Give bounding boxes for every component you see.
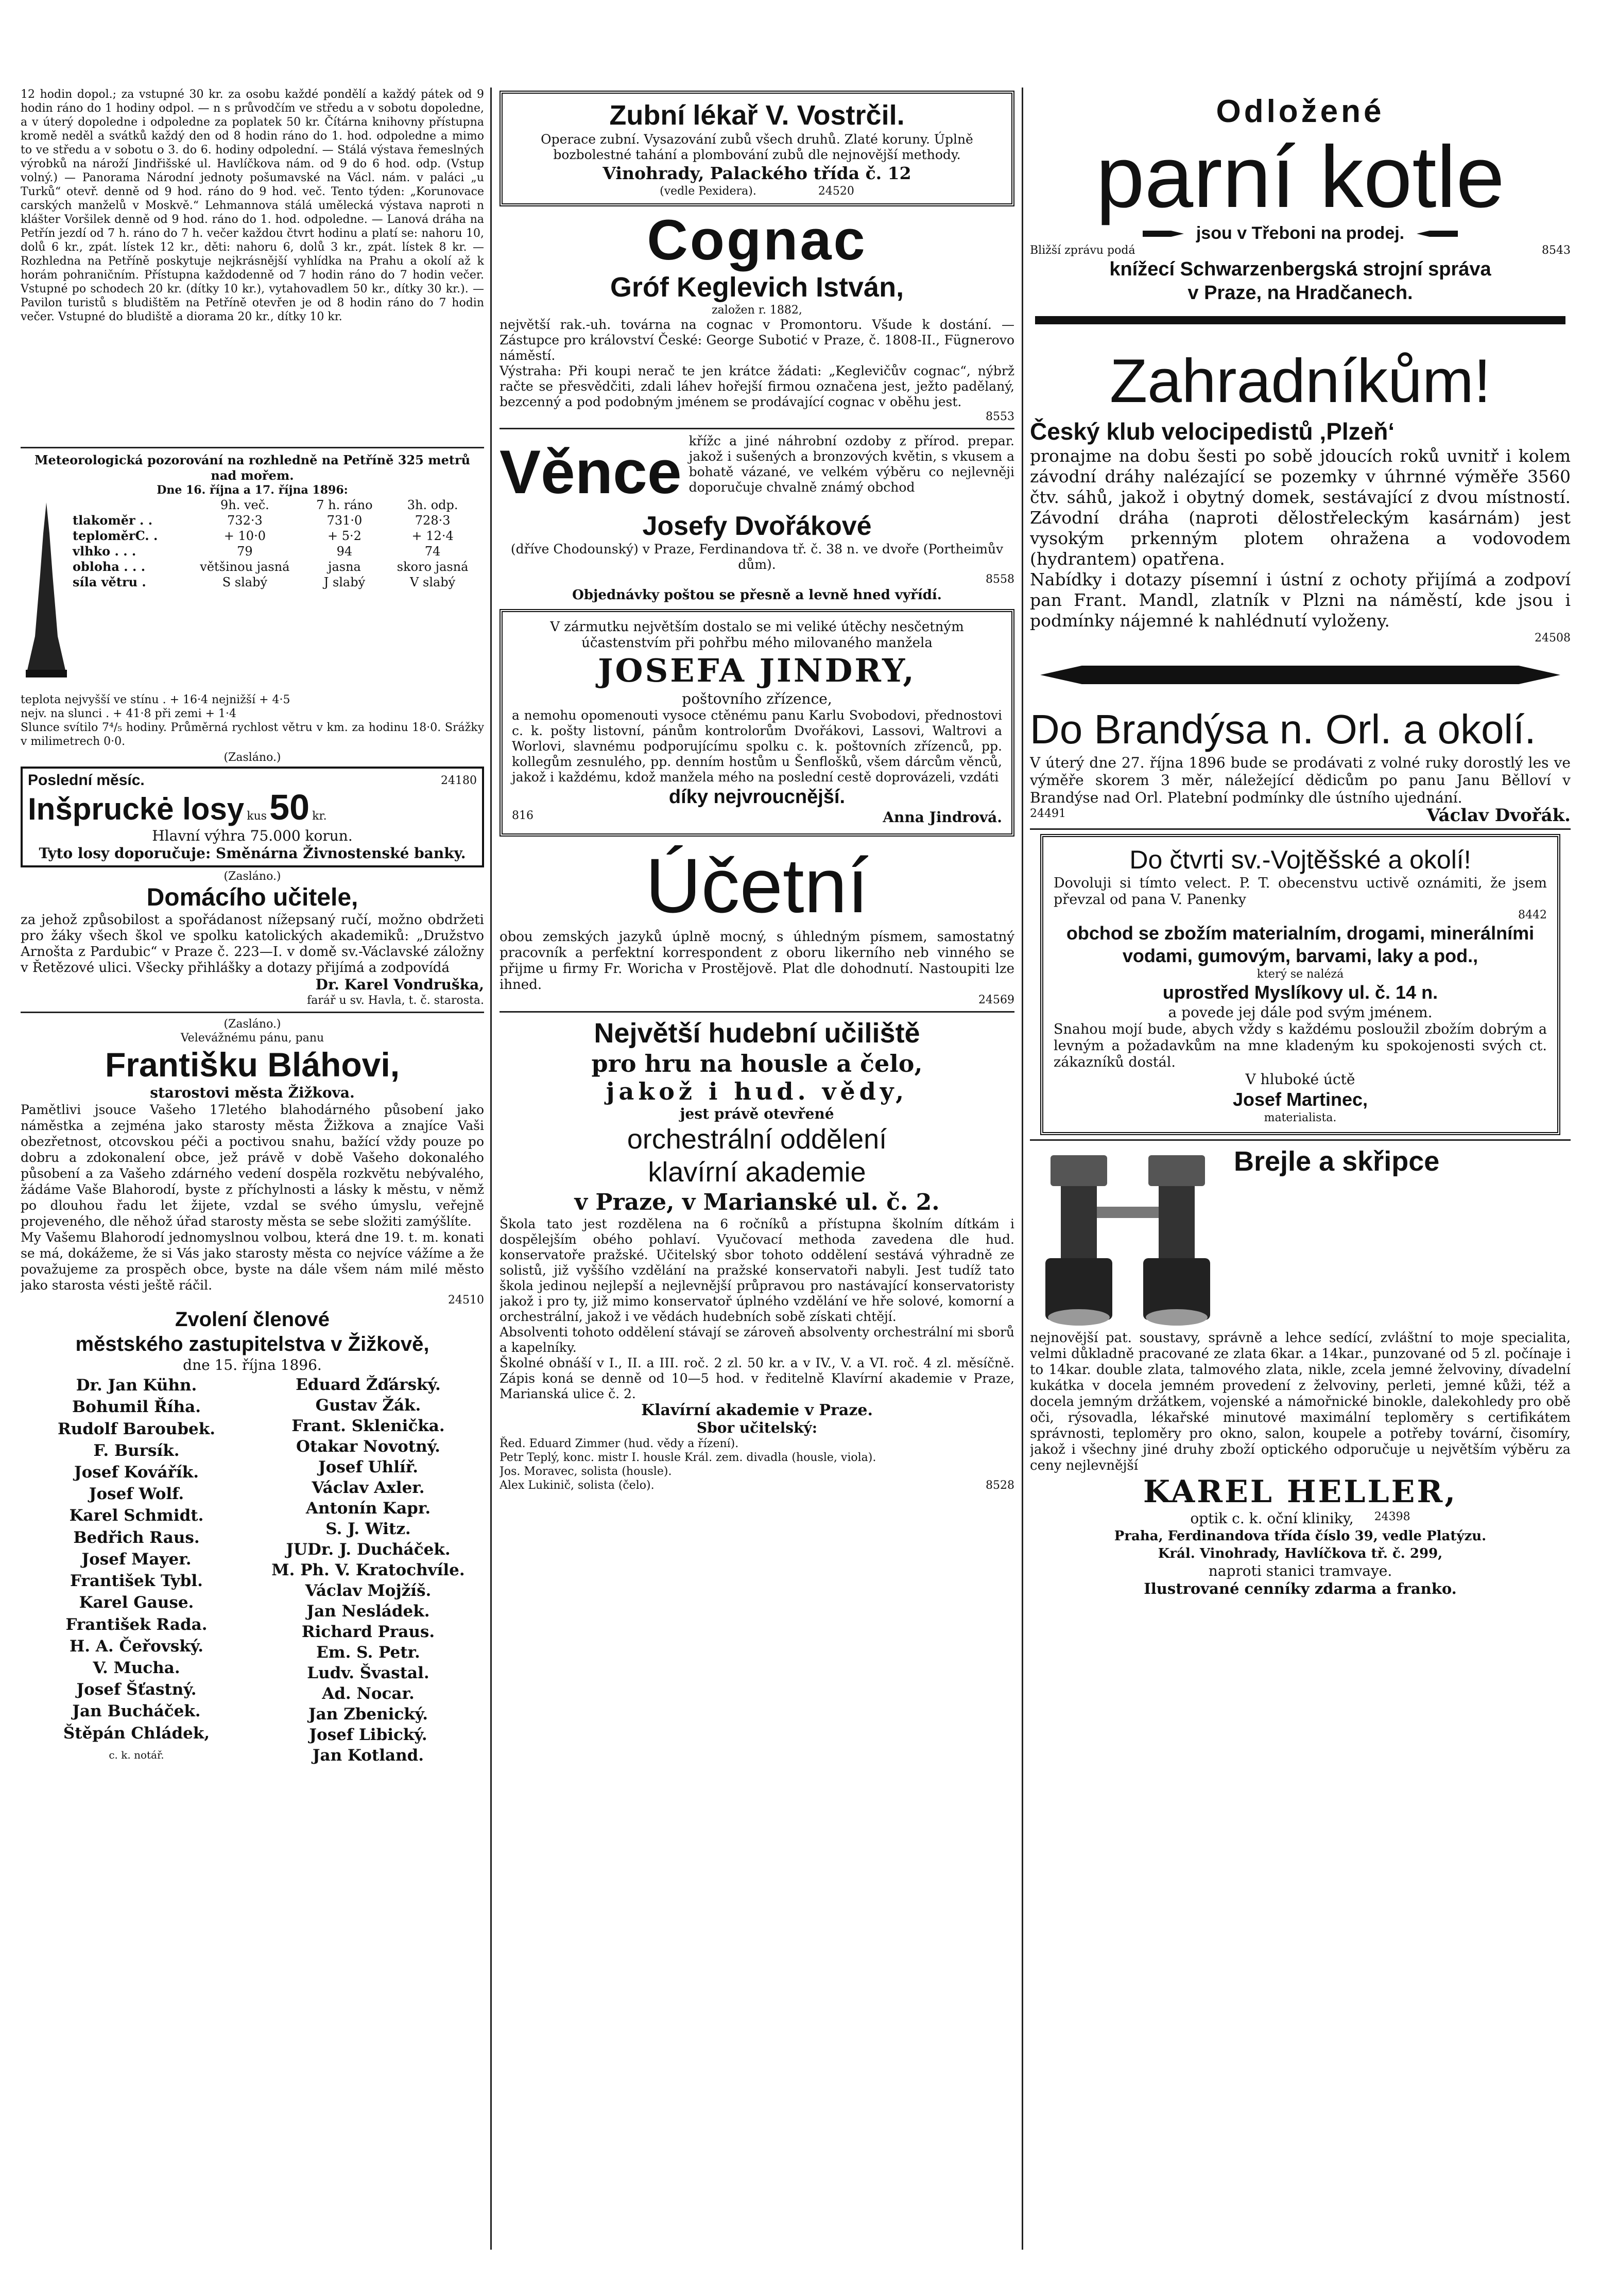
weather-row-label: síla větru . [73,575,146,589]
member-name: M. Ph. V. Kratochvíle. [271,1561,465,1579]
weather-cell: 731·0 [326,513,363,528]
member-name: Karel Schmidt. [69,1506,204,1525]
member-name: Jan Zbenický. [308,1705,428,1724]
names-right [252,1374,484,1766]
losy-kus: kus [247,810,267,823]
zvoleni-title2: městského zastupitelstva v Žižkově, [75,1333,429,1355]
binoculars-icon [1030,1145,1226,1330]
brandys-number: 24491 [1030,807,1066,820]
smutek-name: JOSEFA JINDRY, [598,652,916,689]
lekar-ad [500,91,1014,206]
member-name: Josef Šťastný. [76,1680,197,1699]
vence-firm: Josefy Dvořákové [642,511,872,541]
notices-text: 12 hodin dopol.; za vstupné 30 kr. za osobu každé pondělí a každý pátek od 9 hodin ráno do 1 hodiny odpol. — n s průvodčím ve středu a v sobotu dopoledne, a v úterý dopoledne i odpoledne za poplatek 50 kr. Čítárna knihovny přístupna kromě neděl a svátků každý den od 8 hodin ráno do 1. hod. odpoledne a mimo to ve středu a v sobotu o 3. do 6. hodiny odpolední. — Stálá výstava řemeslných výrobků na nároží Jindřišské ul. Havlíčkova nám. od 9 do 6 hod. odp. (Vstup volný.) — Panorama Národní jednoty pošumavské na Václ. nám. v paláci „u Turků“ otevř. denně od 9 hod. ráno do 9 hod. več. Tento týden: „Korunovace carských manželů v Moskvě.“ Lehmannova stálá umělecká výstava naproti n klášter Voršilek denně od 9 hod. ráno do 1. hod. odpoledne. — Lanová dráha na Petřín jezdí od 7 h. ráno do 7 h. večer každou čtvrt hodinu a platí se: nahoru 10, dolů 6 kr., zpát. lístek 12 kr., děti: nahoru 6, dolů 3 kr., zpát. lístek 8 kr. — Rozhledna na Petříně poskytuje nejkrásnější vyhlídka na Prahu a okolí až k horám pohraničním. Přístupna každodenně od 7 hodin ráno do 7 hodin večer. Vstupné po schodech 20 kr. (dítky 10 kr.), vytahovadlem 50 kr., dítky 30 kr.). — Pavilon turistů s bludištěm na Petříně otevřen je od 8 hodin ráno do 7 hodin večer. Vstupné do bludiště a diorama 20 kr., dítky 10 kr. [21,88,484,323]
brejle-number: 24398 [1374,1510,1410,1523]
weather-cell: jasna [328,560,361,574]
member-name: Josef Uhlíř. [318,1458,419,1476]
ucitel-text: za jehož způsobilost a spořádanost nížepsaný ručí, možno obdržeti pro žáky všech škol ve spolku katolických akademiků: „Družstvo Arnošta z Pardubic“ v Praze č. 223—I. v domě sv.-Václavské záložny v Řetězové ulici. Všecky přihlášky a dotazy přijímá a zodpovídá [21,912,484,976]
petrin-tower-icon [26,502,67,677]
member-name: Štěpán Chládek, [63,1724,210,1743]
ucetni-number: 24569 [978,994,1014,1006]
cognac-text: největší rak.-uh. továrna na cognac v Promontoru. Všude k dostání. — Zástupce pro království České: George Subotić v Praze, č. 1808-II., Fügnerovo náměstí. [500,317,1014,363]
vence-title: Věnce [500,438,682,507]
zvoleni-date: dne 15. října 1896. [183,1356,322,1373]
member-name: Rudolf Baroubek. [57,1419,216,1438]
column-divider [490,88,492,2250]
member-name: Frant. Sklenička. [291,1417,445,1435]
member-name: Otakar Novotný. [296,1437,440,1456]
cognac-warning: Výstraha: Při koupi nerač te jen krátce žádati: „Keglevičův cognac“, nýbrž račte se přesvědčiti, zdali láhev hořejší firmou označena jest, ježto padělaný, bezcenný a pod podobným jménem se prodávající cognac v oběhu jest. [500,363,1014,409]
losy-title: Inšpruckė losy [28,792,245,826]
member-name: Antonín Kapr. [305,1499,431,1518]
member-name: Josef Wolf. [89,1485,184,1504]
lekar-number: 24520 [818,185,854,198]
brejle-line3: Král. Vinohrady, Havlíčkova tř. č. 299, [1158,1546,1443,1561]
blaha-salutation: Velevážnému pánu, panu [180,1032,324,1045]
brejle-firm: KAREL HELLER, [1143,1474,1458,1510]
brejle-line4: naproti stanici tramvaye. [1208,1562,1392,1579]
column-divider [1022,88,1023,2250]
lekar-title: Zubní lékař V. Vostrčil. [609,100,905,131]
brejle-footer: Ilustrované cenníky zdarma a franko. [1144,1580,1457,1597]
kotle-line2: v Praze, na Hradčanech. [1187,282,1413,304]
vence-ad [500,433,1014,511]
brandys-text: V úterý dne 27. října 1896 bude se prodávati z volné ruky dorostlý les ve výměře skorem 3 měr, náležející dědicům po panu Janu Bělloví v Brandýse nad Orl. Platební podmínky dle ústního ujednání. [1030,754,1571,806]
vojtech-number: 8442 [1518,909,1547,921]
member-name: H. A. Čeřovský. [69,1637,204,1656]
weather-cell: + 5·2 [327,529,361,543]
weather-cell: skoro jasná [397,560,469,574]
brejle-title: Brejle a skřipce [1234,1146,1440,1177]
smutek-signature: Anna Jindrová. [883,809,1002,826]
weather-cell: 74 [424,544,441,559]
weather-cell: většinou jasná [200,560,290,574]
kotle-sub: jsou v Třeboni na prodej. [1196,223,1405,243]
zahrad-text2: Nabídky i dotazy písemní i ústní z ochoty přijímá a zodpoví pan Frant. Mandl, zlatník v Plzni na náměstí, kde jsou i podmínky nájemné k nahlédnutí vyloženy. [1030,569,1571,631]
member-name: F. Bursík. [93,1441,180,1460]
losy-ad [21,767,484,867]
ornamental-divider-bar [1040,666,1560,684]
ucitel-signature-role: farář u sv. Havla, t. č. starosta. [307,994,484,1007]
hudba-line2: jakož i hud. vědy, [606,1077,908,1105]
zaslano-label: (Zasláno.) [223,870,281,883]
column-middle [500,88,1014,1492]
vojtech-address: uprostřed Myslíkovy ul. č. 14 n. [1162,982,1438,1003]
weather-col-head: 9h. več. [220,498,269,512]
pointing-hand-icon [1143,228,1189,240]
column-right [1030,88,1571,1597]
smutek-role: poštovního zřízence, [682,690,832,707]
vojtech-where: který se nalézá [1256,968,1344,981]
weather-extra: nejv. na slunci . + 41·8 při zemi + 1·4 [21,707,237,720]
zvoleni-title: Zvolení členové [175,1308,330,1331]
hudba-sbor: Sbor učitelský: [696,1419,818,1436]
vojtech-title: Do čtvrti sv.-Vojtěšské a okolí! [1129,845,1471,874]
pointing-hand-icon [1411,228,1458,240]
member-name: Bohumil Říha. [72,1398,201,1417]
brejle-line1: optik c. k. oční kliniky, [1190,1510,1354,1527]
newspaper-page [21,88,1576,2250]
hudba-line5: klavírní akademie [648,1157,866,1188]
hudba-institution: Klavírní akademie v Praze. [641,1401,873,1419]
member-name: Ludv. Švastal. [307,1664,429,1682]
weather-row-label: tlakoměr . . [73,513,153,528]
ucitel-signature: Dr. Karel Vondruška, [315,976,484,993]
vojtech-signature-role: materialista. [1264,1111,1337,1124]
weather-cell: 94 [336,544,353,559]
cognac-title: Cognac [647,208,867,272]
member-name: Gustav Žák. [315,1396,421,1415]
vence-address: (dříve Chodounský) v Praze, Ferdinandova tř. č. 38 n. ve dvoře (Portheimův dům). [510,542,1004,572]
weather-cell: + 12·4 [411,529,454,543]
column-left [21,88,484,1766]
member-name: S. J. Witz. [325,1520,411,1538]
member-name: František Tybl. [70,1572,203,1591]
member-name: Karel Gause. [79,1593,194,1612]
weather-cell: + 10·0 [223,529,266,543]
member-name: Dr. Jan Kühn. [76,1376,197,1395]
member-name: Em. S. Petr. [316,1643,420,1662]
weather-cell: J slabý [323,575,366,589]
member-name: Josef Mayer. [81,1550,192,1569]
smutek-number: 816 [512,809,533,822]
weather-row-label: obloha . . . [73,559,146,574]
zahrad-number: 24508 [1535,632,1571,645]
vojtech-shop: obchod se zbožím materialním, drogami, minerálními vodami, gumovým, barvami, laky a pod., [1066,923,1535,966]
ucetni-text: obou zemských jazyků úplně mocný, s úhledným písmem, samostatný pracovník a perfektní korrespondent z oboru likerního neb vinného se přijme u firmy Fr. Woricha v Prostějově. Plat dle dohodnutí. Nastoupiti lze ihned. [500,929,1014,993]
vojtech-ad [1040,834,1560,1135]
weather-extra: teplota nejvyšší ve stínu . + 16·4 nejnižší + 4·5 [21,693,290,706]
losy-price: 50 [269,787,310,827]
vence-number: 8558 [986,573,1014,586]
brandys-title: Do Brandýsa n. Orl. a okolí. [1030,706,1536,752]
cognac-year: založen r. 1882, [712,304,802,317]
blaha-role: starostovi města Žižkova. [150,1084,355,1101]
zaslano-label: (Zasláno.) [223,751,281,764]
member-name: Jan Nesládek. [306,1602,430,1621]
member-name: František Rada. [65,1615,208,1634]
member-name: V. Mucha. [93,1658,180,1677]
zahrad-text: pronajme na dobu šesti po sobě jdoucích roků uvnitř i kolem závodní dráhy nalézající se pozemky v úhrnné výměře 3560 čtv. sáhů, jakož i obytný domek, sestávající z dvou místností. Závodní dráha (naproti dělostřeleckým kasárnám) jest vysokým prkenným plotem ohražena a vodovodem (hydrantem) opatřena. [1030,446,1571,569]
smutek-text2: a nemohu opomenouti vysoce ctěnému panu Karlu Svobodovi, přednostovi c. k. pošty listovní, pánům kontrolorům Dvořákovi, Lassovi, Waltrovi a Worlovi, slavnému podporujícímu spolku c. k. poštovních zřízenců, pp. kollegům zesnulého, pp. denním hostům u Šenflošků, všem dárcům věnců, jakož i každému, kdož manžela mého na poslední cestě doprovázeli, vzdáti [512,708,1002,785]
brandys-signature: Václav Dvořák. [1426,805,1571,826]
notar-label: c. k. notář. [109,1748,164,1761]
member-name: Ad. Nocar. [322,1684,415,1703]
smutek-thanks: díky nejvroucnější. [668,786,846,808]
vojtech-text: Dovoluji si tímto velect. P. T. obecenstvu uctivě oznámiti, že jsem převzal od pana V. Panenky [1054,875,1547,908]
hudba-line3: jest právě otevřené [680,1105,834,1122]
hudba-text2: Absolventi tohoto oddělení stávají se zároveň absolventy orchestrální mi sborů a kapelníky. [500,1325,1014,1355]
member-name: JUDr. J. Ducháček. [286,1540,451,1559]
vojtech-text4: V hluboké úctě [1245,1071,1355,1088]
zvoleni-names [21,1374,484,1766]
member-name: Václav Mojžíš. [305,1581,432,1600]
cognac-number: 8553 [986,410,1014,423]
hudba-staff: Řed. Eduard Zimmer (hud. vědy a řízení). [500,1437,739,1450]
ucitel-title: Domácího učitele, [146,884,358,911]
weather-row-label: teploměrC. . [73,528,158,543]
hudba-number: 8528 [986,1479,1014,1492]
member-name: Bedřich Raus. [73,1528,200,1547]
hudba-text: Škola tato jest rozdělena na 6 ročníků a přístupna školním dítkám i dospělejším obého pohlaví. Vyučovací methoda zavedena dle hud. konservatoře pražské. Učitelský sbor tohoto oddělení sestává výhradně ze solistů, již vyššího vzdělání na pražské konservatoři nabyli. Jest tudíž tato škola jedinou nejlepší a nejlevnější průpravou pro nastávající konservatoristy jakož i pro ty, již mimo konservatoř úplného vzdělání ve hře solové, komorní a orchestrální, jakož i ve vědách hudebních sobě získati chtějí. [500,1216,1014,1324]
blaha-text: Pamětlivi jsouce Vašeho 17letého blahodárného působení jako náměstka a zejména jako starosty města Žižkova a znajíce Vaši obezřetnost, otcovskou péči a poctivou snahu, bažící vždy pouze po dobru a zdokonalení obce, jež právě v době Vašeho dokonalého působení a za Vašeho zdárného vedení dospěla rozkvětu nebývalého, žádáme Vaše Blahorodí, byste z příchylnosti a lásky k městu, v němž po dlouhou řadu let žijete, vzdal se svého úmyslu, veřejně projeveného, dle něhož úřad starosty města se sebe složiti zamýšlíte. [21,1102,484,1229]
weather-heading: Meteorologická pozorování na rozhledně na Petříně 325 metrů nad mořem. [34,453,471,483]
brejle-ad [1030,1145,1571,1330]
member-name: Václav Axler. [312,1479,425,1497]
hudba-line6: v Praze, v Marianské ul. č. 2. [574,1189,940,1215]
kotle-line1: knížecí Schwarzenbergská strojní správa [1109,258,1491,280]
hudba-staff: Jos. Moravec, solista (housle). [500,1465,672,1478]
hudba-line4: orchestrální oddělení [627,1124,887,1155]
member-name: Josef Libický. [309,1726,427,1744]
weather-row-label: vlhko . . . [73,544,136,559]
losy-kr: kr. [312,810,327,823]
kotle-number: 8543 [1542,244,1571,257]
weather-table [70,497,481,590]
vojtech-text3: Snahou mojí bude, abych vždy s každému posloužil zbožím dobrým a levným a požadavkům na mne kladeným ku spokojenosti svých ct. zákazníků dostál. [1054,1021,1547,1070]
smutek-notice [500,609,1014,837]
weather-cell: 732·3 [227,513,263,528]
member-name: Jan Kotland. [312,1746,424,1765]
member-name: Jan Bucháček. [72,1702,201,1721]
vence-text: křížc a jiné náhrobní ozdoby z přírod. prepar. jakož i sušených a bronzových květin, s vkusem a bohatě vázané, ve velkém výběru co nejlevněji doporučuje chvalně známý obchod [688,433,1014,495]
weather-dates: Dne 16. října a 17. října 1896: [157,483,348,497]
kotle-title: parní kotle [1096,128,1505,226]
hudba-staff: Alex Lukinič, solista (čelo). [500,1479,655,1492]
hudba-title: Největší hudební učiliště [594,1018,920,1049]
cognac-maker: Gróf Keglevich István, [610,272,904,303]
zaslano-label: (Zasláno.) [223,1018,281,1031]
lekar-address: Vinohrady, Palackého třída č. 12 [602,163,911,183]
zahrad-title: Zahradníkům! [1109,346,1491,415]
lekar-text: Operace zubní. Vysazování zubů všech druhů. Zlaté koruny. Úplně bozbolestné tahání a plombování zubů dle nejnovější methody. [541,132,973,162]
zahrad-sub: Český klub velocipedistů ‚Plzeň‘ [1030,418,1395,445]
weather-cell: 79 [237,544,253,559]
vojtech-text2: a povede jej dále pod svým jménem. [1168,1004,1433,1021]
kotle-pre: Odložené [1216,94,1385,129]
weather-block [21,497,484,693]
weather-cell: 728·3 [415,513,451,528]
losy-line1: Hlavní výhra 75.000 korun. [152,827,353,844]
names-left [21,1374,252,1766]
blaha-text2: My Vašemu Blahorodí jednomyslnou volbou, která dne 19. t. m. konati se má, dokážeme, že si Vás jako starosty města co nejvíce vážíme a že považujeme za prospěch obce, byste na dále všem nám milé město jako starosta vésti ještě ráčil. [21,1230,484,1293]
brejle-line2: Praha, Ferdinandova třída číslo 39, vedle Platýzu. [1114,1528,1487,1544]
black-divider-bar [1035,316,1565,324]
lekar-sub: (vedle Pexidera). [660,185,756,198]
member-name: Eduard Žďárský. [296,1376,441,1394]
losy-line2: Tyto losy doporučuje: Směnárna Živnostenské banky. [39,845,466,862]
weather-cell: V slabý [410,575,456,589]
losy-number: 24180 [441,774,477,787]
hudba-text3: Školné obnáší v I., II. a III. roč. 2 zl. 50 kr. a v IV., V. a VI. roč. 4 zl. měsíčně. Zápis koná se denně od 10—5 hod. v ředitelně Klavírní akademie v Praze, Marianská ulice č. 2. [500,1355,1014,1401]
blaha-number: 24510 [448,1294,484,1307]
hudba-staff: Petr Teplý, konc. mistr I. housle Král. zem. divadla (housle, viola). [500,1451,876,1464]
vojtech-signature: Josef Martinec, [1232,1089,1368,1110]
weather-extra: Slunce svítilo 7⁴/₅ hodiny. Průměrná rychlost větru v km. za hodinu 18·0. Srážky v milimetrech 0·0. [21,721,484,748]
hudba-line1: pro hru na housle a čelo, [591,1050,923,1077]
losy-top: Poslední měsíc. [28,772,145,789]
member-name: Richard Praus. [301,1623,435,1641]
weather-cell: S slabý [222,575,268,589]
kotle-info: Bližší zprávu podá [1030,244,1135,257]
brejle-text: nejnovější pat. soustavy, správně a lehce sedící, zvláštní to moje specialita, velmi důkladně pracované ze zlata 6kar. a 14kar., punzované od 5 zl. počínaje i to 14kar. double zlata, talmového zlata, nikle, zcela jemné želvoviny, dívadelní kukátka v docela jemném provedení z želvoviny, perleti, jemné kůži, též a docela jemným držátkem, vojenské a námořnické binokle, dalekohledy pro obě oči, rýsovadla, lékařské minutové maximální teploměry s certifikátem správnosti, teploměry pro okno, salon, koupele a potřeby tovární, čisomíry, jakož i všechny jiné druhy zboží optického odporučuje u největším výběru za ceny nejlevnější [1030,1330,1571,1473]
member-name: Josef Kovářík. [74,1463,199,1482]
blaha-name: Františku Bláhovi, [105,1046,400,1084]
ucetni-title: Účetní [645,842,869,929]
weather-col-head: 7 h. ráno [316,498,373,512]
smutek-text1: V zármutku největším dostalo se mi veliké útěchy nesčetným účastenstvím při pohřbu mého milovaného manžela [550,619,964,651]
vence-footer: Objednávky poštou se přesně a levně hned vyřídí. [572,587,942,603]
weather-col-head: 3h. odp. [407,498,458,512]
